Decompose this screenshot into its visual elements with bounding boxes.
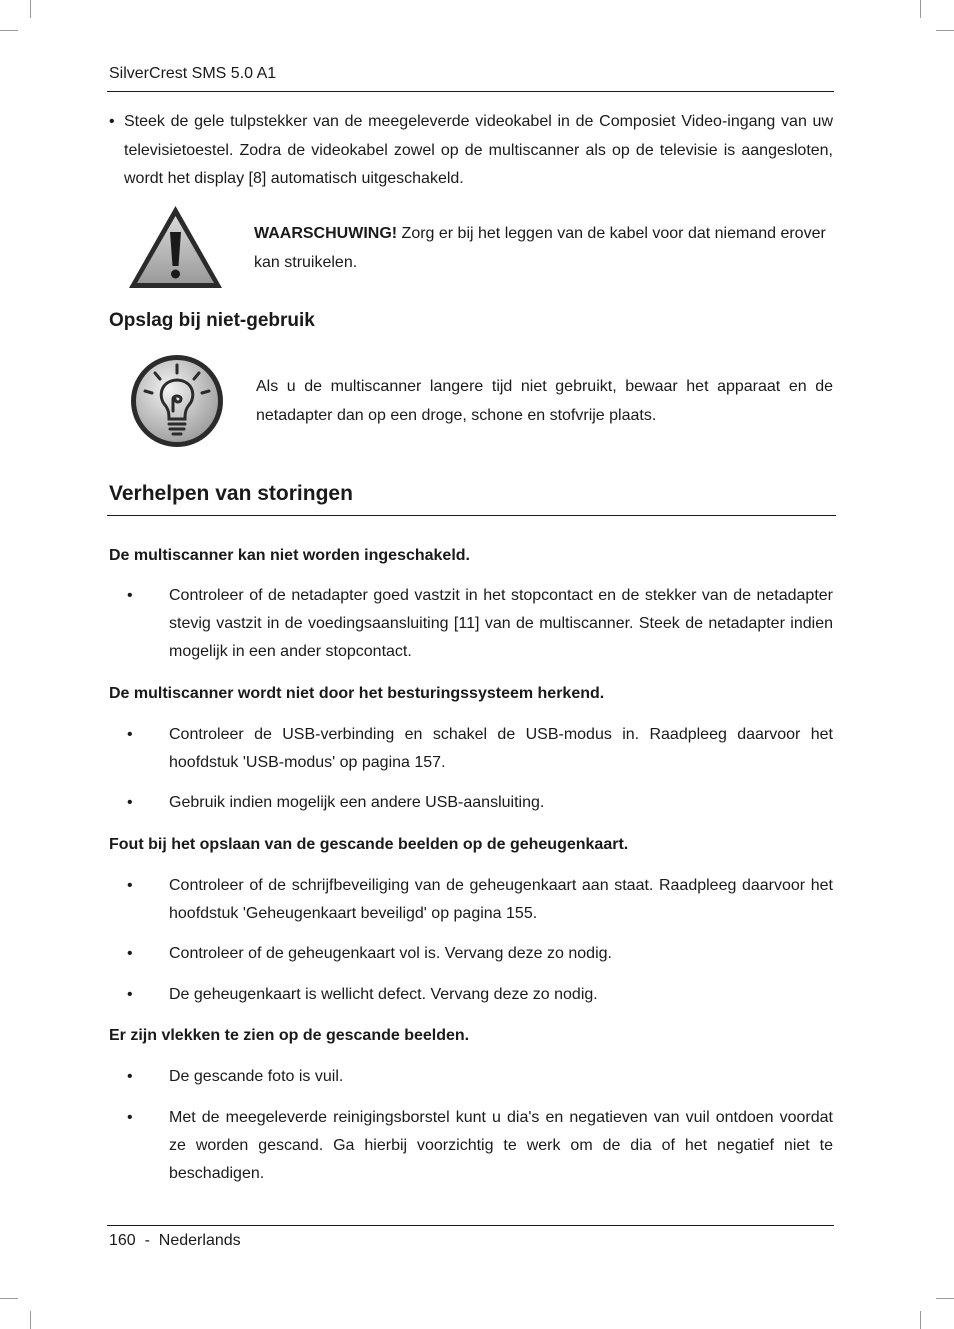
section-heading: Verhelpen van storingen xyxy=(109,482,353,505)
problem-heading: De multiscanner wordt niet door het besturingssysteem herkend. xyxy=(109,685,605,702)
warning-message: Zorg er bij het leggen van de kabel voor dat niemand erover kan struikelen. xyxy=(254,225,826,271)
bullet-symbol: • xyxy=(127,794,133,811)
storage-text: Als u de multiscanner langere tijd niet gebruikt, bewaar het apparaat en de netadapter dan op een droge, schone en stofvrije plaats. xyxy=(256,378,833,424)
list-item-text: Gebruik indien mogelijk een andere USB-aansluiting. xyxy=(169,794,545,811)
crop-mark xyxy=(936,30,954,31)
crop-mark xyxy=(920,1311,921,1329)
bullet-symbol: • xyxy=(127,587,133,604)
page-header: SilverCrest SMS 5.0 A1 xyxy=(109,65,277,82)
page-footer: 160 - Nederlands xyxy=(109,1232,241,1249)
warning-text xyxy=(254,220,834,277)
list-item-text: Controleer of de netadapter goed vastzit in het stopcontact en de stekker van de netadapter stevig vastzit in de voedingsaansluiting [11] van de multiscanner. Steek de netadapter indien mogelijk in een ander stopcontact. xyxy=(169,587,833,660)
bullet-symbol: • xyxy=(127,1068,133,1085)
bullet-symbol: • xyxy=(127,877,133,894)
crop-mark xyxy=(0,1298,18,1299)
warning-label: WAARSCHUWING! xyxy=(254,225,398,242)
bullet-symbol: • xyxy=(127,1109,133,1126)
bullet-symbol: • xyxy=(127,726,133,743)
crop-mark xyxy=(920,0,921,18)
bullet-symbol: • xyxy=(109,113,115,130)
list-item-text: Controleer of de schrijfbeveiliging van de geheugenkaart aan staat. Raadpleeg daarvoor het hoofdstuk 'Geheugenkaart beveiligd' op pagina 155. xyxy=(169,877,833,922)
problem-heading: Fout bij het opslaan van de gescande beelden op de geheugenkaart. xyxy=(109,836,629,853)
list-item-text: De geheugenkaart is wellicht defect. Vervang deze zo nodig. xyxy=(169,986,598,1003)
problem-heading: Er zijn vlekken te zien op de gescande beelden. xyxy=(109,1027,470,1044)
bullet-symbol: • xyxy=(127,986,133,1003)
footer-rule xyxy=(107,1225,834,1226)
list-item-text: Controleer of de geheugenkaart vol is. Vervang deze zo nodig. xyxy=(169,945,612,962)
list-item-text: Controleer de USB-verbinding en schakel de USB-modus in. Raadpleeg daarvoor het hoofdstuk 'USB-modus' op pagina 157. xyxy=(169,726,833,771)
section-rule xyxy=(107,515,836,516)
problem-heading: De multiscanner kan niet worden ingeschakeld. xyxy=(109,547,470,564)
intro-paragraph: Steek de gele tulpstekker van de meegeleverde videokabel in de Composiet Video-ingang van uw televisietoestel. Zodra de videokabel zowel op de multiscanner als op de televisie is aangesloten, wordt het display [8] automatisch uitgeschakeld. xyxy=(124,113,833,187)
warning-triangle-icon xyxy=(127,204,224,290)
crop-mark xyxy=(30,0,31,18)
crop-mark xyxy=(0,30,18,31)
storage-heading: Opslag bij niet-gebruik xyxy=(109,310,315,331)
crop-mark xyxy=(936,1298,954,1299)
header-rule xyxy=(107,91,834,92)
crop-mark xyxy=(30,1311,31,1329)
lightbulb-icon xyxy=(129,353,225,449)
list-item-text: Met de meegeleverde reinigingsborstel kunt u dia's en negatieven van vuil ontdoen voordat ze worden gescand. Ga hierbij voorzichtig te werk om de dia of het negatief niet te beschadigen. xyxy=(169,1109,833,1182)
list-item-text: De gescande foto is vuil. xyxy=(169,1068,344,1085)
bullet-symbol: • xyxy=(127,945,133,962)
